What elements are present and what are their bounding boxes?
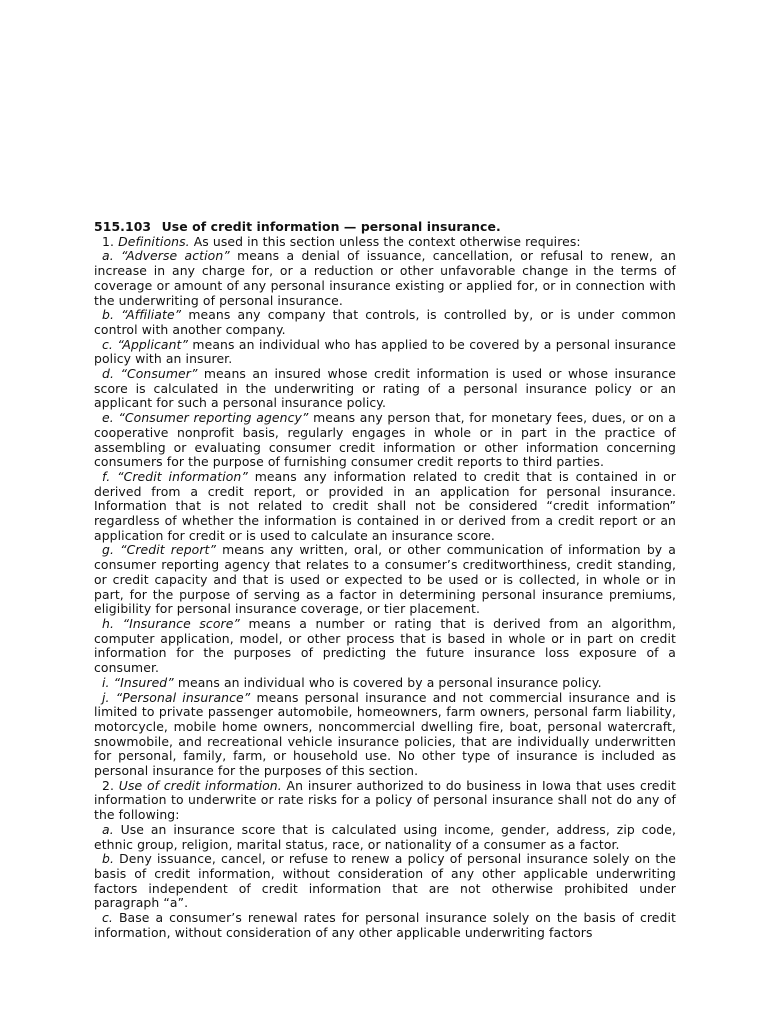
definition-text: means any person that, for monetary fees, dues, or on a cooperative nonprofit basis, regularly engages in whole or in part in the practice of assembling or evaluating consumer credit information or other information concerning consumers for the purpose of furnishing consumer credit reports to third parties. (94, 410, 676, 470)
definition-text: means any company that controls, is controlled by, or is under common control with another company. (94, 307, 676, 337)
definition-term: “Consumer” (120, 366, 198, 382)
item-label: c. (102, 910, 113, 926)
definition-term: “Applicant” (117, 336, 189, 352)
definition-label: h. (102, 615, 114, 631)
definition-term: “Credit report” (120, 542, 217, 558)
definition-j (94, 691, 676, 779)
definition-text: means any information related to credit that is contained in or derived from a credit report, or provided in an application for personal insurance. Information that is not related to credit shall not be considered “credit information” regardless of whether the information is contained in or derived from a credit report or an application for credit or is used to calculate an insurance score. (94, 468, 676, 543)
item-text: Deny issuance, cancel, or refuse to renew a policy of personal insurance solely on the basis of credit information, without consideration of any other applicable underwriting factors independent of credit information that are not otherwise prohibited under paragraph “a”. (94, 851, 677, 911)
subsection-2-text: An insurer authorized to do business in Iowa that uses credit information to underwrite or rate risks for a policy of personal insurance shall not do any of the following: (94, 777, 676, 823)
definition-label: c. (102, 336, 113, 352)
subsection-1-text: As used in this section unless the context otherwise requires: (193, 233, 581, 249)
definition-text: means an individual who has applied to be covered by a personal insurance policy with an insurer. (94, 336, 676, 367)
definition-label: f. (102, 468, 111, 484)
definition-f (94, 470, 676, 544)
definition-label: i. (102, 674, 110, 690)
subsection-1 (94, 235, 676, 250)
item-text: Use an insurance score that is calculated using income, gender, address, zip code, ethnic group, religion, marital status, race, or nationality of a consumer as a factor. (94, 821, 676, 852)
definition-term: “Insured” (113, 674, 174, 690)
section-title: Use of credit information — personal insurance. (161, 219, 501, 234)
definition-d (94, 367, 676, 411)
definition-b (94, 308, 676, 337)
definition-term: “Credit information” (117, 468, 248, 484)
definition-label: a. (102, 248, 114, 264)
definition-a (94, 249, 676, 308)
definition-term: “Affiliate” (121, 307, 182, 323)
definition-text: means personal insurance and not commercial insurance and is limited to private passenger automobile, homeowners, farm owners, personal farm liability, motorcycle, mobile home owners, noncommercial dwelling fire, boat, personal watercraft, snowmobile, and recreational vehicle insurance policies, that are individually underwritten for personal, family, farm, or household use. No other type of insurance is included as personal insurance for the purposes of this section. (94, 689, 676, 779)
definition-i (94, 676, 676, 691)
item-text: Base a consumer’s renewal rates for personal insurance solely on the basis of credit information, without consideration of any other applicable underwriting factors (94, 910, 676, 940)
statute-page (94, 220, 676, 940)
definition-text: means a number or rating that is derived from an algorithm, computer application, model, or other process that is based in whole or in part on credit information for the purposes of predicting the future insurance loss exposure of a consumer. (94, 615, 676, 676)
subsection-2 (94, 779, 676, 823)
subsection-1-number: 1. (102, 233, 115, 249)
definition-text: means an insured whose credit information is used or whose insurance score is calculated in the underwriting or rating of a personal insurance policy or an applicant for such a personal insurance policy. (94, 366, 676, 411)
item-label: a. (102, 821, 114, 837)
definition-text: means an individual who is covered by a personal insurance policy. (177, 674, 602, 690)
definition-term: “Personal insurance” (115, 689, 251, 705)
definition-label: g. (102, 542, 115, 558)
definition-term: “Adverse action” (121, 248, 230, 264)
section-heading (94, 220, 676, 235)
definition-label: b. (102, 307, 115, 323)
definition-label: j. (102, 689, 110, 705)
subsection-2-item-b (94, 852, 676, 911)
definition-text: means a denial of issuance, cancellation, or refusal to renew, an increase in any charge for, or a reduction or other unfavorable change in the terms of coverage or amount of any personal insurance existing or applied for, or in connection with the underwriting of personal insurance. (94, 248, 676, 308)
definition-text: means any written, oral, or other communication of information by a consumer reporting agency that relates to a consumer’s creditworthiness, credit standing, or credit capacity and that is used or expected to be used or is collected, in whole or in part, for the purpose of serving as a factor in determining personal insurance premiums, eligibility for personal insurance coverage, or tier placement. (94, 542, 676, 617)
definition-c (94, 338, 676, 367)
subsection-2-item-a (94, 823, 676, 852)
subsection-2-heading: Use of credit information. (118, 777, 282, 793)
definition-e (94, 411, 676, 470)
definition-h (94, 617, 676, 676)
definition-label: e. (102, 410, 114, 426)
definition-term: “Consumer reporting agency” (118, 410, 309, 426)
subsection-1-heading: Definitions. (118, 233, 190, 249)
section-number: 515.103 (94, 219, 152, 234)
item-label: b. (102, 851, 115, 867)
subsection-2-number: 2. (102, 777, 115, 793)
definition-g (94, 543, 676, 617)
definition-term: “Insurance score” (122, 615, 240, 631)
definition-label: d. (102, 366, 115, 382)
subsection-2-item-c (94, 911, 676, 940)
